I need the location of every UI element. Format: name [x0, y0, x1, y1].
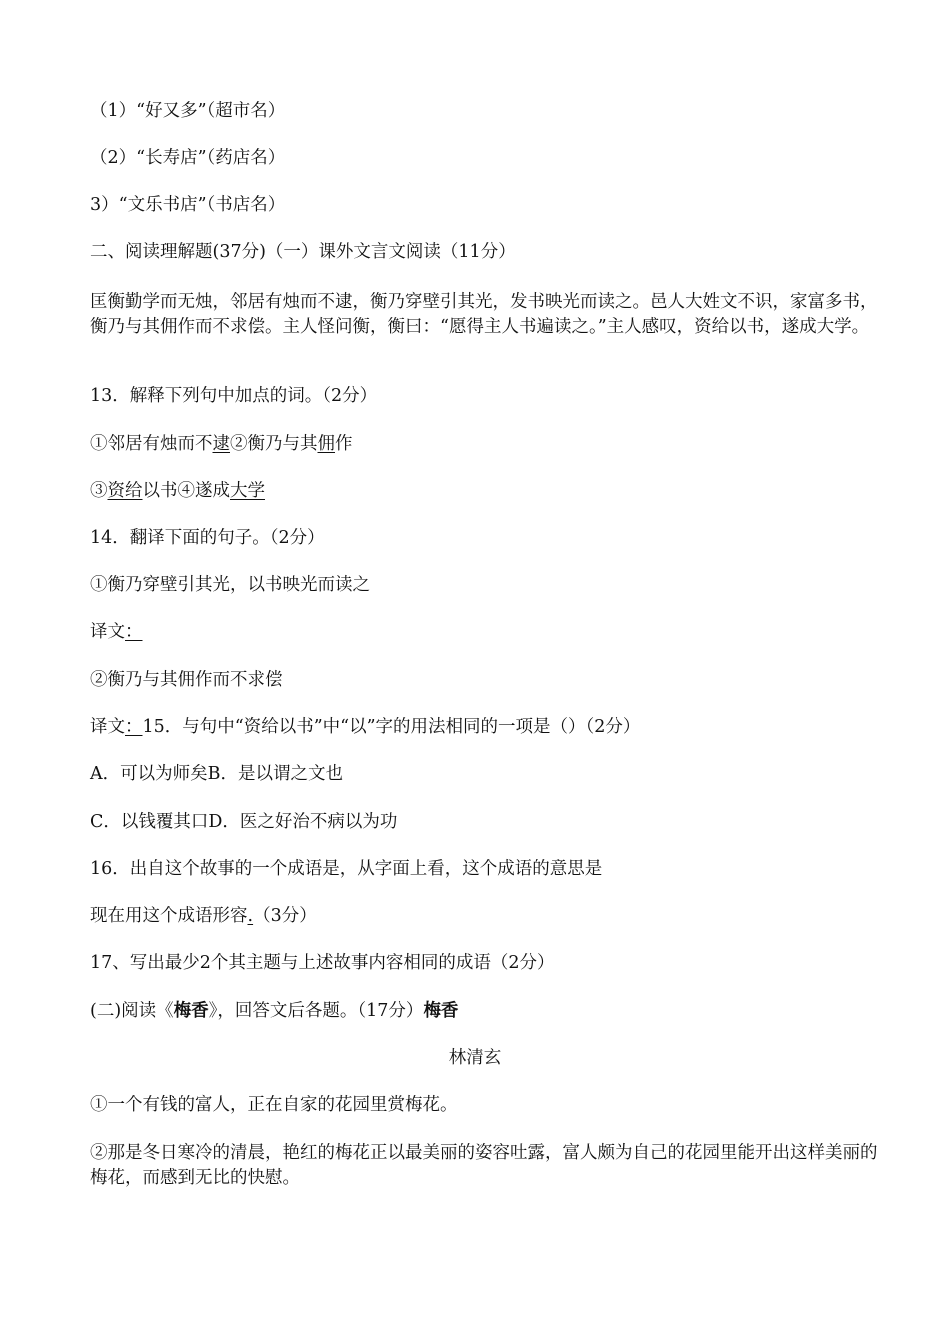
article-title: 梅香 — [423, 1001, 459, 1021]
question-14-sentence-2: ②衡乃与其佣作而不求偿 — [90, 670, 283, 690]
question-13: 13．解释下列句中加点的词。（2分） — [90, 386, 378, 406]
part2-mid: 》，回答文后各题。（17分） — [208, 1001, 424, 1021]
q13-a-word1: 逮 — [212, 434, 230, 454]
q13-b-mid: 以书④遂成 — [142, 481, 230, 501]
translation-line-1 — [90, 620, 880, 645]
question-13-items-b — [90, 479, 880, 504]
question-14-sentence-1: ①衡乃穿壁引其光，以书映光而读之 — [90, 575, 370, 595]
article-paragraph-2: ②那是冬日寒冷的清晨，艳红的梅花正以最美丽的姿容吐露，富人颇为自己的花园里能开出这样美丽的梅花，而感到无比的快慰。 — [90, 1143, 878, 1188]
question-16: 16．出自这个故事的一个成语是，从字面上看，这个成语的意思是 — [90, 859, 603, 879]
q13-a-pre: ①邻居有烛而不 — [90, 434, 213, 454]
question-13-items-a — [90, 432, 880, 457]
translation-blank-1: ： — [125, 622, 143, 642]
answer-line-1: （1）“好又多”（超市名） — [90, 101, 286, 121]
q13-b-pre: ③ — [90, 481, 108, 501]
q13-b-word2: 大学 — [230, 481, 265, 501]
q16-blank: . — [247, 906, 254, 926]
article-author: 林清玄 — [448, 1048, 502, 1068]
translation-line-2 — [90, 715, 880, 740]
section-heading: 二、阅读理解题(37分)（一）课外文言文阅读（11分） — [90, 242, 516, 262]
part2-title: 梅香 — [173, 1001, 209, 1021]
question-14: 14．翻译下面的句子。（2分） — [90, 528, 325, 548]
q16-score: （3分） — [253, 906, 317, 926]
translation-label-1: 译文 — [90, 622, 125, 642]
classical-passage: 匡衡勤学而无烛，邻居有烛而不逮，衡乃穿壁引其光，发书映光而读之。邑人大姓文不识，家富多书，衡乃与其佣作而不求偿。主人怪问衡，衡曰：“愿得主人书遍读之。”主人感叹，资给以书，遂成大学。 — [90, 292, 878, 337]
answer-line-2: （2）“长寿店”（药店名） — [90, 148, 286, 168]
question-15-options-cd: C．以钱覆其口D．医之好治不病以为功 — [90, 812, 398, 832]
q13-a-mid: ②衡乃与其 — [230, 434, 318, 454]
question-15: 15．与句中“资给以书”中“以”字的用法相同的一项是（）（2分） — [142, 717, 641, 737]
q13-b-word1: 资给 — [107, 481, 143, 501]
q13-a-word2: 佣 — [317, 434, 335, 454]
translation-label-2: 译文 — [90, 717, 125, 737]
question-16-continued — [90, 904, 880, 929]
question-15-options-ab: A．可以为师矣B．是以谓之文也 — [90, 764, 343, 784]
part-two-heading — [90, 999, 880, 1024]
question-17: 17、写出最少2个其主题与上述故事内容相同的成语（2分） — [90, 953, 555, 973]
q16-text: 现在用这个成语形容 — [90, 906, 248, 926]
part2-pre: (二)阅读《 — [90, 1001, 174, 1021]
q13-a-post: 作 — [335, 434, 353, 454]
translation-blank-2: ： — [125, 717, 143, 737]
article-paragraph-1: ①一个有钱的富人，正在自家的花园里赏梅花。 — [90, 1095, 458, 1115]
answer-line-3: 3）“文乐书店”（书店名） — [90, 195, 286, 215]
